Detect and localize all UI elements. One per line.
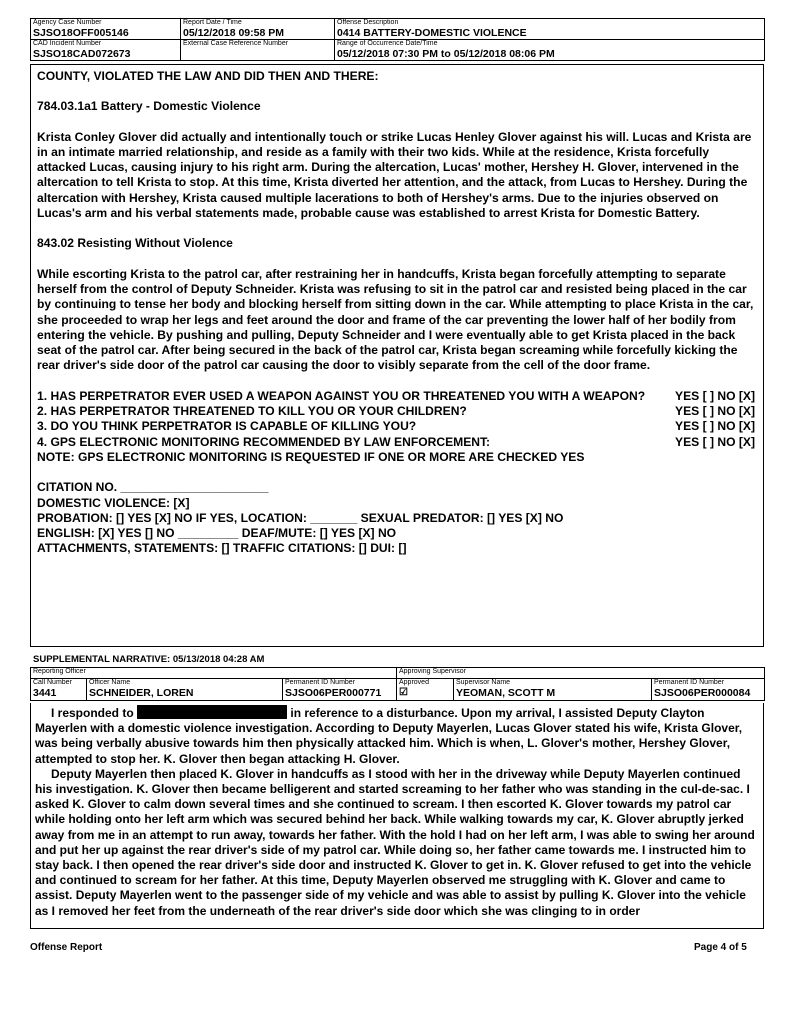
- report-date-value: 05/12/2018 09:58 PM: [183, 27, 284, 39]
- external-reference-label: External Case Reference Number: [183, 40, 289, 47]
- redaction-block: [137, 705, 287, 719]
- question-1-text: 1. HAS PERPETRATOR EVER USED A WEAPON AGAINST YOU OR THREATENED YOU WITH A WEAPON?: [37, 388, 646, 403]
- cad-incident-cell: [31, 40, 181, 61]
- question-3: [37, 419, 757, 434]
- question-1: [37, 389, 757, 404]
- case-header-table: [30, 18, 765, 61]
- external-reference-cell: [181, 40, 335, 61]
- question-1-answer: YES [ ] NO [X]: [675, 388, 755, 403]
- charge-1-text: Krista Conley Glover did actually and intentionally touch or strike Lucas Henley Glover against his will. Lucas and Krista are in an intimate married relationship, and reside as a family with their two kids. While at the residence, Krista forcefully attacked Lucas, causing injury to his right arm. During the altercation, Lucas' mother, Hershey H. Glover, intervened in the altercation to tell Krista to stop. At this time, Krista diverted her attention, and the attack, from Lucas to Hershey. During the altercation with Hershey, Krista caused multiple lacerations to both of Hershey's arms. Due to the injuries observed on Lucas's arm and his verbal statements made, probable cause was established to arrest Krista for Domestic Battery.: [37, 129, 752, 221]
- supplemental-paragraph-1: I responded to in reference to a disturbance. Upon my arrival, I assisted Deputy Clayton Mayerlen with a domestic violence investigation. According to Deputy Mayerlen, Lucas Glover stated his wife, Krista Glover, was being verbally abusive towards him then physically attacked him. Which is when, L. Glover's mother, Hershey Glover, attempted to stop her. K. Glover then began attacking H. Glover.: [35, 706, 743, 766]
- citation-number: CITATION NO. ______________________: [37, 480, 269, 495]
- reporting-officer-header: Reporting Officer: [31, 668, 397, 679]
- narrative-intro: COUNTY, VIOLATED THE LAW AND DID THEN AND THERE:: [37, 69, 379, 83]
- officer-name-cell: Officer Name SCHNEIDER, LOREN: [87, 679, 283, 701]
- question-2-text: 2. HAS PERPETRATOR THREATENED TO KILL YOU OR YOUR CHILDREN?: [37, 404, 467, 419]
- officer-name: SCHNEIDER, LOREN: [89, 687, 194, 699]
- supplemental-officer-table: [30, 667, 765, 701]
- report-date-label: Report Date / Time: [183, 19, 242, 26]
- supplemental-narrative-title: SUPPLEMENTAL NARRATIVE: 05/13/2018 04:28 AM: [33, 654, 265, 665]
- supervisor-perm-id-cell: Permanent ID Number SJSO06PER000084: [652, 679, 765, 701]
- question-3-text: 3. DO YOU THINK PERPETRATOR IS CAPABLE OF KILLING YOU?: [37, 419, 417, 434]
- supervisor-name: YEOMAN, SCOTT M: [456, 687, 556, 699]
- charge-2-title: 843.02 Resisting Without Violence: [37, 236, 233, 251]
- approving-supervisor-header: Approving Supervisor: [397, 668, 765, 679]
- agency-case-label: Agency Case Number: [33, 19, 102, 26]
- charge-1-title: 784.03.1a1 Battery - Domestic Violence: [37, 99, 261, 114]
- footer-page-number: Page 4 of 5: [694, 942, 747, 953]
- supervisor-perm-id: SJSO06PER000084: [654, 687, 751, 699]
- offense-description-value: 0414 BATTERY-DOMESTIC VIOLENCE: [337, 27, 527, 39]
- occurrence-range-cell: [335, 40, 765, 61]
- narrative-section: [30, 64, 764, 647]
- question-4-answer: YES [ ] NO [X]: [675, 434, 755, 449]
- report-date-cell: [181, 19, 335, 40]
- question-2-answer: YES [ ] NO [X]: [675, 404, 755, 419]
- offense-description-label: Offense Description: [337, 19, 399, 26]
- attachments-line: ATTACHMENTS, STATEMENTS: [] TRAFFIC CITATIONS: [] DUI: []: [37, 541, 407, 556]
- gps-note: NOTE: GPS ELECTRONIC MONITORING IS REQUESTED IF ONE OR MORE ARE CHECKED YES: [37, 449, 585, 464]
- supervisor-name-cell: Supervisor Name YEOMAN, SCOTT M: [454, 679, 652, 701]
- approved-cell: Approved ☑: [397, 679, 454, 701]
- english-line: ENGLISH: [X] YES [] NO _________ DEAF/MUTE: [] YES [X] NO: [37, 526, 397, 541]
- probation-line: PROBATION: [] YES [X] NO IF YES, LOCATION: _______ SEXUAL PREDATOR: [] YES [X] NO: [37, 510, 564, 525]
- offense-description-cell: [335, 19, 765, 40]
- supplemental-narrative-body: [30, 703, 764, 929]
- call-number: 3441: [33, 687, 57, 699]
- footer-report-name: Offense Report: [30, 942, 103, 953]
- question-3-answer: YES [ ] NO [X]: [675, 419, 755, 434]
- officer-perm-id-cell: Permanent ID Number SJSO06PER000771: [283, 679, 397, 701]
- cad-incident-label: CAD Incident Number: [33, 40, 102, 47]
- approved-checkbox-icon: ☑: [399, 687, 408, 698]
- question-4-text: 4. GPS ELECTRONIC MONITORING RECOMMENDED BY LAW ENFORCEMENT:: [37, 434, 491, 449]
- agency-case-number: SJSO18OFF005146: [33, 27, 129, 39]
- domestic-violence-check: DOMESTIC VIOLENCE: [X]: [37, 495, 190, 510]
- officer-perm-id: SJSO06PER000771: [285, 687, 382, 699]
- question-4: [37, 435, 757, 450]
- agency-case-cell: [31, 19, 181, 40]
- question-2: [37, 404, 757, 419]
- occurrence-range-label: Range of Occurrence Date/Time: [337, 40, 438, 47]
- supplemental-paragraph-2: Deputy Mayerlen then placed K. Glover in handcuffs as I stood with her in the driveway while Deputy Mayerlen continued his investigation. K. Glover then became belligerent and started screaming to her father who was standing in the cul-de-sac. I asked K. Glover to calm down several times and she continued to scream. I then escorted K. Glover towards my patrol car while holding onto her left arm which was secured behind her back. While walking towards my car, K. Glover abruptly jerked away from me in an attempt to run away, towards her father. With the hold I had on her left arm, I was able to swing her around and put her up against the rear driver's side of my patrol car. While doing so, her father came towards me. I instructed him to stay back. I then opened the rear driver's side door and instructed K. Glover to get in. K. Glover refused to get into the vehicle and continued to scream for her father. At this time, Deputy Mayerlen observed me struggling with K. Glover and came to assist. Deputy Mayerlen went to the passenger side of my vehicle and was able to assist by pulling K. Glover into the vehicle as I removed her feet from the underneath of the rear driver's side door which she was clinging to in order: [35, 766, 755, 918]
- call-number-cell: Call Number 3441: [31, 679, 87, 701]
- occurrence-range-value: 05/12/2018 07:30 PM to 05/12/2018 08:06 PM: [337, 48, 555, 60]
- charge-2-text: While escorting Krista to the patrol car, after restraining her in handcuffs, Krista began forcefully attempting to separate herself from the control of Deputy Schneider. Krista was refusing to sit in the patrol car and resisted being placed in the car by continuing to tense her body and blocking herself from sitting down in the car. While attempting to place Krista in the car, she proceeded to wrap her legs and feet around the door and frame of the car preventing the lower half of her bodily from entering the vehicle. By pushing and pulling, Deputy Schneider and I were eventually able to get Krista placed in the back seat of the patrol car. After being secured in the back of the patrol car, Krista began screaming while forcefully kicking the rear driver's side door of the patrol car causing the door to visibly separate from the cell of the door frame.: [37, 266, 754, 373]
- cad-incident-number: SJSO18CAD072673: [33, 48, 131, 60]
